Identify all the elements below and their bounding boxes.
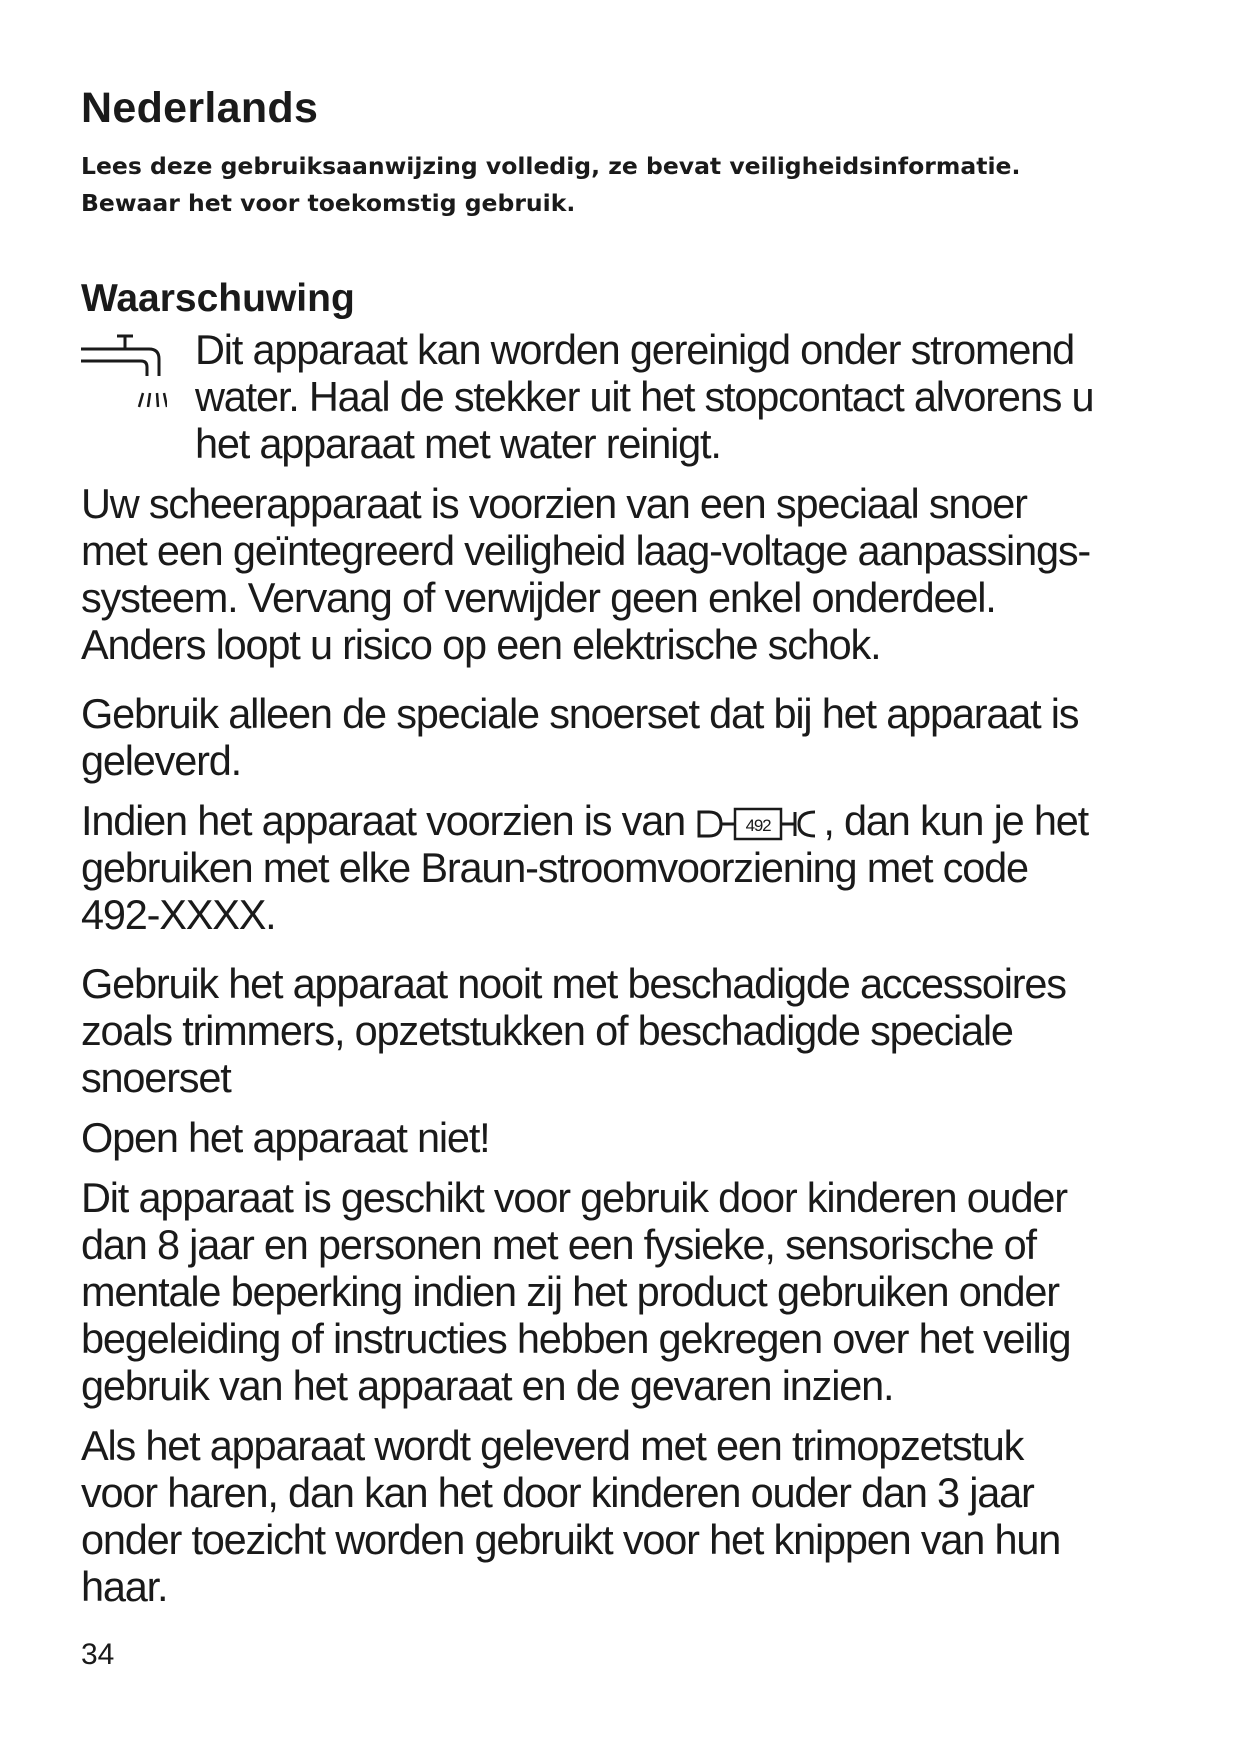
warning-heading: Waarschuwing [81, 277, 355, 320]
paragraph-damaged-accessories: Gebruik het apparaat nooit met beschadigde accessoires zoals trimmers, opzetstukken of beschadigde speciale snoerset [81, 960, 1066, 1101]
warning-text: Dit apparaat kan worden gereinigd onder stromend water. Haal de stekker uit het stopcontact alvorens u het apparaat met water reinigt. [195, 326, 1094, 467]
paragraph-cord: Uw scheerapparaat is voorzien van een speciaal snoer met een geïntegreerd veiligheid laag-voltage aanpassings- systeem. Vervang of verwijder geen enkel onderdeel. Anders loopt u risico op een elektrische schok. [81, 480, 1090, 668]
warning-block [81, 326, 1181, 467]
paragraph-power-supply [81, 797, 1181, 938]
paragraph-children-use: Dit apparaat is geschikt voor gebruik door kinderen ouder dan 8 jaar en personen met een fysieke, sensorische of mentale beperking indien zij het product gebruiken onder begeleiding of instructies hebben gekregen over het veilig gebruik van het apparaat en de gevaren inzien. [81, 1174, 1071, 1409]
language-heading: Nederlands [81, 84, 319, 132]
power-supply-text-after: , dan kun je het gebruiken met elke Braun-stroomvoorziening met code 492-XXXX. [81, 797, 1088, 938]
paragraph-trimmer-children: Als het apparaat wordt geleverd met een trimopzetstuk voor haren, dan kan het door kinderen ouder dan 3 jaar onder toezicht worden gebruikt voor het knippen van hun haar. [81, 1422, 1061, 1610]
power-supply-text-before: Indien het apparaat voorzien is van [81, 797, 696, 844]
connector-492-icon [695, 804, 823, 844]
page-content [81, 80, 1181, 1610]
paragraph-cordset: Gebruik alleen de speciale snoerset dat bij het apparaat is geleverd. [81, 690, 1079, 784]
connector-label: 492 [745, 816, 771, 835]
paragraph-do-not-open: Open het apparaat niet! [81, 1114, 490, 1161]
tap-water-icon [81, 331, 167, 411]
page-number: 34 [81, 1638, 115, 1671]
intro-text: Lees deze gebruiksaanwijzing volledig, ze bevat veiligheidsinformatie. Bewaar het voor toekomstig gebruik. [81, 152, 1021, 217]
